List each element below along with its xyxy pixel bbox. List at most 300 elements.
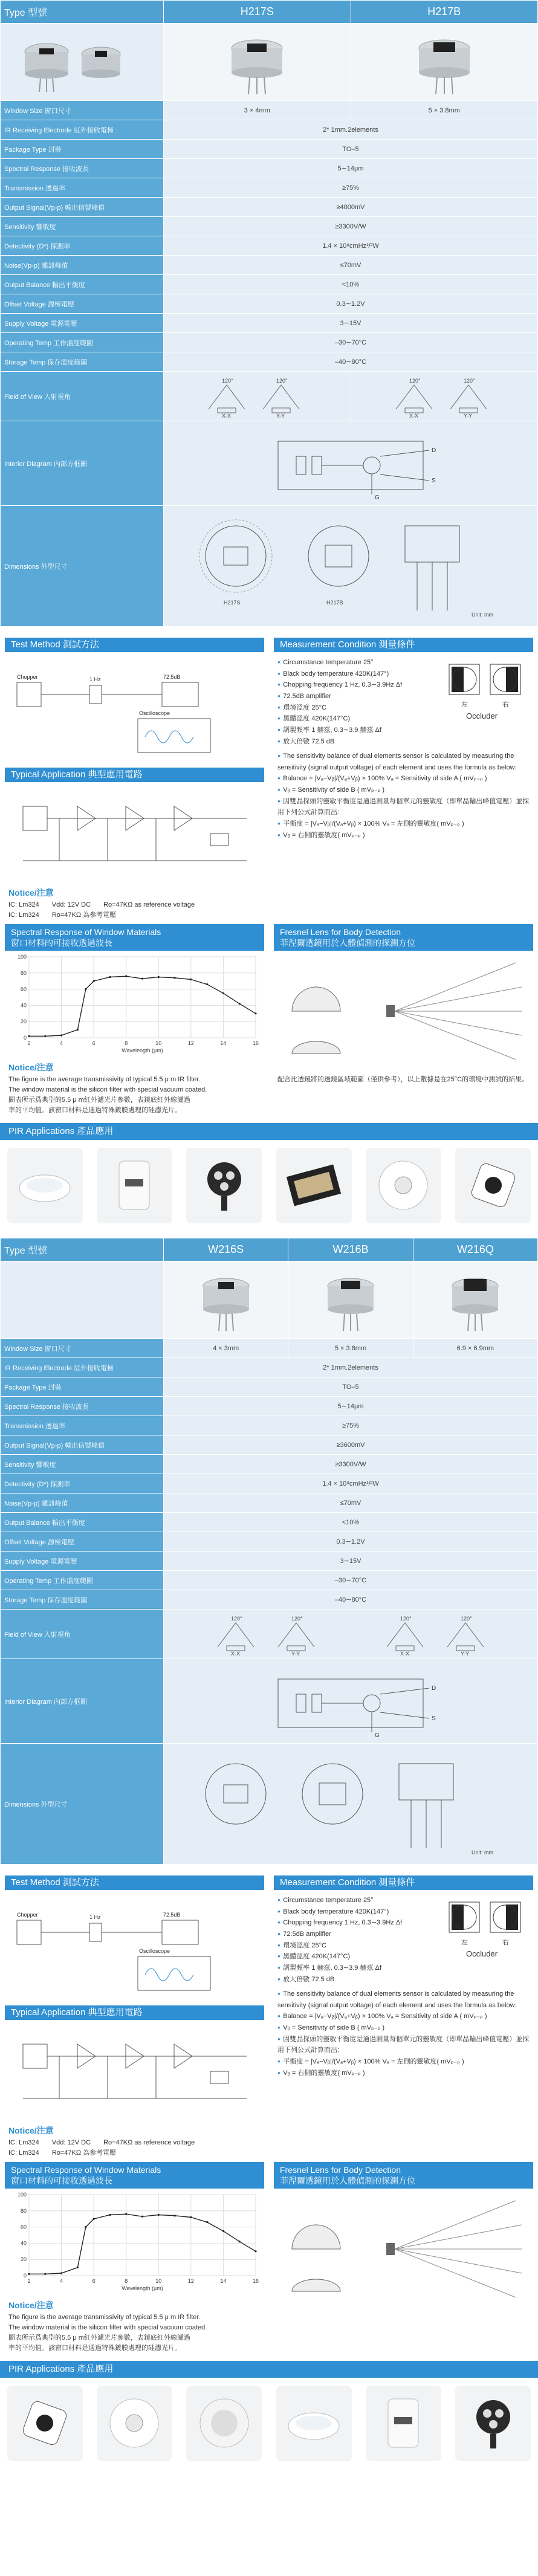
spec-value: TO–5 [164,1377,538,1397]
spectral-title-cn: 窗口材料的可接收透過波長 [11,2176,112,2186]
spec-value: ≥4000mV [164,198,538,217]
model-w216s: W216S [164,1238,288,1261]
test-measure-section-2 [0,1872,538,2158]
interior-diagram [254,423,447,502]
spec-value: –40∼80°C [164,1590,538,1610]
data-point [141,978,143,980]
spectral-notice-line: The figure is the average transmissivity of typical 5.5 μ m IR filter. [8,1076,201,1083]
unit-caption: Unit: mm [472,612,493,618]
spec-label: Sensitivity 響敏度 [1,1455,164,1474]
spec-row [1,1339,538,1358]
fresnel-diagram [274,2189,533,2309]
fov-diagram [384,373,505,418]
measurement-item: ● 因雙晶探頭的靈敏平衡度是通過測量每個單元的靈敏度（即單晶輸出峰值電壓）並採用下列公式計算而出: [277,796,531,818]
notice-title: Notice/注意 [8,888,54,898]
spec-row [1,217,538,236]
spec-value: <10% [164,275,538,294]
spectral-column [0,2158,269,2354]
pir-gallery-1 [0,1140,538,1231]
occluder-label: Occluder [466,1949,498,1958]
spec-label: Output Signal(Vp-p) 輸出信號峰值 [1,1435,164,1455]
source-label: S [432,1715,436,1722]
y-tick-label: 40 [20,2240,27,2247]
spec-row [1,1435,538,1455]
chopper-label: Chopper [17,1912,38,1918]
pir-product-spotlight [186,1148,262,1223]
fov-angle-label: 120° [231,1616,242,1622]
dimension-left-caption: H217S [224,600,241,606]
notice-item: IC: Lm324 [8,2149,39,2157]
spec-row [1,1397,538,1416]
occluder-right-label: 右 [502,701,509,708]
fov-diagram [193,1611,508,1655]
spec-value: ≥3600mV [164,1435,538,1455]
spectral-title [5,2162,264,2189]
measurement-item: ● 黑體溫度 420K(147°C) [277,713,441,725]
spec-row [1,1377,538,1397]
x-tick-label: 6 [92,1040,96,1046]
spec-row [1,1571,538,1590]
transmission-series-line [29,976,256,1036]
data-point [77,1029,79,1031]
spectral-notice [5,1075,264,1116]
data-point [206,2221,208,2223]
spec-label: Storage Temp 保存溫度範圍 [1,352,164,372]
pir-product-panel [276,1148,352,1223]
interior-label: Interior Diagram 內部方框圖 [1,1659,164,1744]
transmission-series-line [29,2214,256,2274]
spec-value: 0.3∼1.2V [164,1532,538,1552]
measurement-item: ● Circumstance temperature 25° [277,657,441,668]
occluder-label: Occluder [466,711,498,720]
h217s-sensor-image [221,29,293,95]
dimension-drawing-cell [164,1744,538,1865]
data-point [85,988,86,990]
test-method-title: Test Method 測試方法 [5,638,264,652]
spec-value: 1.4 × 10⁸cmHz¹/²W [164,236,538,256]
fov-axis-label: X-X [222,413,232,418]
model-w216b: W216B [288,1238,413,1261]
spec-row [1,333,538,352]
fov-label: Field of View 入射視角 [1,1610,164,1659]
x-tick-label: 2 [27,2278,31,2284]
fov-angle-label: 120° [291,1616,303,1622]
fresnel-column [269,921,538,1116]
spectral-notice-line: The window material is the silicon filter with special vacuum coated. [8,1086,207,1093]
fresnel-title-en: Fresnel Lens for Body Detection [280,927,401,937]
y-tick-label: 80 [20,969,27,976]
pir-product-detector [186,2386,262,2461]
spectral-fresnel-section-2 [0,2158,538,2354]
measurement-item: ● 平衡度 = |Vₐ−Vᵦ|/(Vₐ+Vᵦ) × 100% Vₐ = 左側的靈敏度( mVₚ₋ₚ ) [277,818,531,830]
oscilloscope-label: Oscilloscope [139,1948,170,1954]
spec-value: 5 × 3.8mm [351,101,538,120]
chopper-label: Chopper [17,674,38,680]
measurement-item: ● Black body temperature 420K(147°) [277,668,441,680]
pir-gallery-2 [0,2378,538,2468]
drain-label: D [432,447,436,454]
fov-diagram-h217b [351,372,538,421]
spec-value: 3 × 4mm [164,101,351,120]
measurement-item: ● Chopping frequency 1 Hz, 0.3∼3.9Hz Δf [277,1917,441,1929]
spectral-notice-title: Notice/注意 [8,1063,54,1072]
x-axis-label: Wavelength (μm) [122,2285,163,2291]
data-point [254,1012,256,1014]
data-point [60,2272,62,2274]
notice-item: Ro=47KΩ 為參考電壓 [51,2149,117,2157]
pir-product-spotlight [455,2386,531,2461]
x-tick-label: 10 [155,2278,162,2284]
sensor-image-label-cell [1,24,164,101]
measurement-item: ● 放大倍數 72.5 dB [277,1974,441,1985]
spec-row [1,1455,538,1474]
fresnel-title-cn: 菲涅爾透鏡用於人體偵測的探測方位 [280,938,415,948]
spec-value: 0.3∼1.2V [164,294,538,314]
data-point [85,2226,86,2228]
h217b-sensor-image [408,29,481,95]
measurement-item: ● Vᵦ = 右側的靈敏度( mVₚ₋ₚ ) [277,2068,531,2079]
pir-product-wall-sensor [7,2386,83,2461]
spec-label: Supply Voltage 電源電壓 [1,314,164,333]
spec-label: Spectral Response 接收波長 [1,1397,164,1416]
y-tick-label: 20 [20,2256,27,2263]
measurement-title: Measurement Condition 測量條件 [274,1875,533,1890]
spectral-notice-title: Notice/注意 [8,2300,54,2310]
measurement-item: ● Vᵦ = Sensitivity of side B ( mVₚ₋ₚ ) [277,785,531,796]
spec-row [1,1416,538,1435]
data-point [141,2216,143,2218]
spec-label: Output Signal(Vp-p) 輸出信號峰值 [1,198,164,217]
data-point [109,2214,111,2216]
fresnel-title [274,924,533,951]
spec-row [1,256,538,275]
typical-app-title: Typical Application 典型應用電路 [5,2005,264,2020]
model-h217s: H217S [164,1,351,24]
spec-value: –30∼70°C [164,1571,538,1590]
x-tick-label: 2 [27,1040,31,1046]
spec-label: Storage Temp 保存溫度範圍 [1,1590,164,1610]
test-method-diagram [5,652,264,761]
notice-item: Ro=47KΩ as reference voltage [103,2139,195,2146]
spectral-chart [5,951,264,1053]
left-column [0,634,269,921]
fov-axis-label: Y-Y [276,413,285,418]
pir-product-toilet [7,1148,83,1223]
interior-row [1,421,538,506]
spectral-notice-line: 圖表所示爲典型的5.5 μ m紅外濾光片參數，表鏡底紅外線濾過 [8,2334,190,2341]
fov-angle-label: 120° [276,378,288,384]
occluder-left-label: 左 [461,701,468,708]
pir-product-dispenser [366,2386,441,2461]
fresnel-diagram [274,951,533,1072]
spectral-notice-line: The figure is the average transmissivity of typical 5.5 μ m IR filter. [8,2314,201,2321]
spec-row [1,120,538,140]
balance-list [274,1989,533,2082]
fov-diagram [196,373,317,418]
data-point [158,976,160,978]
notice-item: IC: Lm324 [8,2139,39,2146]
spec-value: ≥3300V/W [164,217,538,236]
spec-table-w216 [0,1238,538,1865]
y-tick-label: 100 [17,2192,27,2198]
data-point [28,2273,30,2275]
occluder-right-label: 右 [502,1939,509,1946]
spec-value: 4 × 3mm [164,1339,288,1358]
fresnel-title-cn: 菲涅爾透鏡用於人體偵測的探測方位 [280,2176,415,2186]
fov-row [1,372,538,421]
notice-item: Ro=47KΩ 為參考電壓 [51,911,117,919]
data-point [173,977,175,979]
w216q-photo-cell [413,1261,537,1339]
dimension-row [1,1744,538,1865]
spec-row [1,1513,538,1532]
x-tick-label: 6 [92,2278,96,2284]
fov-axis-label: Y-Y [291,1651,300,1655]
sensor-image-label-cell [1,1261,164,1339]
spec-label: Detectivity (D*) 探測率 [1,236,164,256]
measurement-list [274,652,443,751]
spec-value: 5∼14μm [164,1397,538,1416]
spec-row [1,236,538,256]
frequency-label: 1 Hz [89,1914,101,1920]
spec-row [1,1532,538,1552]
typical-circuit-diagram [5,2020,264,2117]
data-point [109,976,111,978]
typical-app-title: Typical Application 典型應用電路 [5,768,264,782]
fresnel-title [274,2162,533,2189]
spec-header-row [1,1238,538,1261]
data-point [93,2218,95,2220]
spec-label: Window Size 窗口尺寸 [1,1339,164,1358]
spectral-notice-line: 率的平均值。該窗口材料是通過特殊鍍膜處理的硅濾光片。 [8,2345,181,2352]
spectral-fresnel-section-1 [0,921,538,1116]
spec-row [1,1552,538,1571]
spectral-title-en: Spectral Response of Window Materials [11,927,161,937]
right-column [269,634,538,921]
measurement-item: ● 環境溫度 25°C [277,1940,441,1952]
interior-diagram-cell [164,1659,538,1744]
spec-value: 6.9 × 6.9mm [413,1339,537,1358]
test-method-title: Test Method 測試方法 [5,1875,264,1890]
data-point [125,2213,127,2215]
source-label: S [432,477,436,484]
measurement-item: ● Chopping frequency 1 Hz, 0.3∼3.9Hz Δf [277,679,441,691]
y-tick-label: 60 [20,2224,27,2230]
measurement-item: ● The sensitivity balance of dual elements sensor is calculated by measuring the sensitivity (signal output voltage) of each element and uses the formula as below: [277,751,531,773]
measurement-item: ● Balance = |Vₐ−Vᵦ|/(Vₐ+Vᵦ) × 100% Vₐ = Sensitivity of side A ( mVₚ₋ₚ ) [277,773,531,785]
notice-item: Vdd: 12V DC [51,901,91,908]
fov-axis-label: Y-Y [463,413,472,418]
test-measure-section-1 [0,634,538,921]
data-point [93,980,95,982]
ground-label: G [375,1732,380,1739]
spec-value: 3∼15V [164,314,538,333]
spec-label: IR Receiving Electrode 紅外接收電極 [1,120,164,140]
data-point [206,983,208,985]
fresnel-column [269,2158,538,2354]
h217s-photo-cell [164,24,351,101]
measurement-item: ● 平衡度 = |Vₐ−Vᵦ|/(Vₐ+Vᵦ) × 100% Vₐ = 左側的靈敏度( mVₚ₋ₚ ) [277,2056,531,2068]
measurement-item: ● Vᵦ = Sensitivity of side B ( mVₚ₋ₚ ) [277,2022,531,2034]
spec-row [1,159,538,178]
dimension-right-caption: H217B [326,600,343,606]
spec-row [1,352,538,372]
type-label: Type 型號 [1,1238,164,1261]
ground-label: G [375,494,380,501]
spec-label: Sensitivity 響敏度 [1,217,164,236]
measurement-item: ● Circumstance temperature 25° [277,1895,441,1906]
spec-value: 5 × 3.8mm [288,1339,413,1358]
measurement-item: ● Vᵦ = 右側的靈敏度( mVₚ₋ₚ ) [277,830,531,841]
spec-value: 1.4 × 10⁸cmHz¹/²W [164,1474,538,1493]
y-tick-label: 20 [20,1018,27,1025]
data-point [44,1035,46,1037]
balance-list [274,751,533,844]
x-tick-label: 14 [220,1040,227,1046]
fov-angle-label: 120° [400,1616,412,1622]
fov-angle-label: 120° [409,378,421,384]
left-column [0,1872,269,2158]
spec-value: 2* 1mm.2elements [164,1358,538,1377]
spectral-notice [5,2312,264,2354]
drain-label: D [432,1685,436,1692]
measurement-item: ● Balance = |Vₐ−Vᵦ|/(Vₐ+Vᵦ) × 100% Vₐ = Sensitivity of side A ( mVₚ₋ₚ ) [277,2011,531,2022]
occluder-left-label: 左 [461,1939,468,1946]
sensor-image-row [1,24,538,101]
fov-diagram-h217s [164,372,351,421]
measurement-item: ● 調製頻率 1 赫茲, 0.3∼3.9 赫茲 Δf [277,1963,441,1974]
pir-applications-title: PIR Applications 產品應用 [0,2361,538,2378]
spec-label: Operating Temp 工作溫度範圍 [1,333,164,352]
y-tick-label: 0 [23,1035,27,1041]
spectral-notice-line: 率的平均值。該窗口材料是通過特殊鍍膜處理的硅濾光片。 [8,1107,181,1114]
pir-applications-title: PIR Applications 產品應用 [0,1123,538,1140]
data-point [254,2250,256,2252]
data-point [173,2215,175,2216]
notice-title: Notice/注意 [8,2126,54,2135]
unit-caption: Unit: mm [472,1849,493,1856]
spec-label: Noise(Vp-p) 雜訊峰值 [1,256,164,275]
measurement-body [274,652,533,751]
test-method-diagram [5,1890,264,1999]
occluder-diagram [443,652,528,743]
spec-label: Noise(Vp-p) 雜訊峰值 [1,1493,164,1513]
notice-item: Vdd: 12V DC [51,2139,91,2146]
spec-label: Offset Voltage 源極電壓 [1,1532,164,1552]
pir-product-dispenser [97,1148,172,1223]
pir-product-toilet [276,2386,352,2461]
spec-row [1,198,538,217]
plot-frame [29,957,256,1038]
spec-label: Supply Voltage 電源電壓 [1,1552,164,1571]
fresnel-title-en: Fresnel Lens for Body Detection [280,2165,401,2175]
notice-item: IC: Lm324 [8,901,39,908]
plot-frame [29,2195,256,2276]
fresnel-note: 配合比透鏡將的透鏡區域範圍（僅供參考），以上數據是在25°C的環境中測試的結果。 [277,1076,529,1083]
fov-angle-label: 120° [463,378,475,384]
w216b-sensor-image [317,1267,384,1333]
pir-product-ceiling-sensor [366,1148,441,1223]
spec-value: 2* 1mm.2elements [164,120,538,140]
type-label: Type 型號 [1,1,164,24]
typical-circuit-diagram [5,782,264,879]
spec-value: –40∼80°C [164,352,538,372]
dimension-drawing [181,1746,520,1860]
spectral-column [0,921,269,1116]
y-tick-label: 0 [23,2273,27,2279]
measurement-item: ● 放大倍數 72.5 dB [277,736,441,748]
spectral-title [5,924,264,951]
spec-value: <10% [164,1513,538,1532]
spec-row [1,314,538,333]
spec-value: ≤70mV [164,256,538,275]
measurement-body [274,1890,533,1989]
data-point [77,2267,79,2268]
interior-row [1,1659,538,1744]
amplifier-label: 72.5dB [163,674,181,680]
y-tick-label: 40 [20,1002,27,1009]
interior-diagram [254,1661,447,1739]
data-point [222,2230,224,2232]
spec-label: Spectral Response 接收波長 [1,159,164,178]
spec-row [1,1590,538,1610]
dimension-row [1,506,538,627]
spec-row [1,275,538,294]
amplifier-label: 72.5dB [163,1912,181,1918]
fov-axis-label: X-X [409,413,418,418]
spectral-title-cn: 窗口材料的可接收透過波長 [11,938,112,948]
w216b-photo-cell [288,1261,413,1339]
measurement-list [274,1890,443,1989]
dimension-drawing-cell [164,506,538,627]
sensor-image-row [1,1261,538,1339]
x-axis-label: Wavelength (μm) [122,1047,163,1053]
spec-value: 3∼15V [164,1552,538,1571]
data-point [239,1003,241,1005]
notice-item: Ro=47KΩ as reference voltage [103,901,195,908]
spectral-chart [5,2189,264,2291]
x-tick-label: 8 [125,2278,128,2284]
dimension-label: Dimensions 外型尺寸 [1,1744,164,1865]
spec-label: Transmission 透過率 [1,1416,164,1435]
spec-row [1,101,538,120]
spectral-notice-line: The window material is the silicon filter with special vacuum coated. [8,2324,207,2331]
spec-label: IR Receiving Electrode 紅外接收電極 [1,1358,164,1377]
measurement-item: ● 環境溫度 25°C [277,702,441,714]
measurement-item: ● The sensitivity balance of dual elements sensor is calculated by measuring the sensitivity (signal output voltage) of each element and uses the formula as below: [277,1989,531,2011]
spec-header-row [1,1,538,24]
spec-row [1,140,538,159]
h217b-photo-cell [351,24,538,101]
spec-row [1,1358,538,1377]
x-tick-label: 16 [252,2278,259,2284]
spec-row [1,1493,538,1513]
spec-label: Offset Voltage 源極電壓 [1,294,164,314]
spectral-title-en: Spectral Response of Window Materials [11,2165,161,2175]
pir-product-wall-sensor [455,1148,531,1223]
measurement-item: ● 72.5dB amplifier [277,1929,441,1940]
fov-axis-label: Y-Y [461,1651,470,1655]
data-point [125,976,127,977]
w216s-sensor-image [193,1267,259,1333]
spec-label: Transmission 透過率 [1,178,164,198]
y-tick-label: 60 [20,986,27,992]
spec-table-h217 [0,0,538,627]
fov-label: Field of View 入射視角 [1,372,164,421]
occluder-diagram [443,1890,528,1981]
spectral-notice-line: 圖表所示爲典型的5.5 μ m紅外濾光片參數，表鏡底紅外線濾過 [8,1096,190,1104]
notice-text [5,2138,264,2158]
